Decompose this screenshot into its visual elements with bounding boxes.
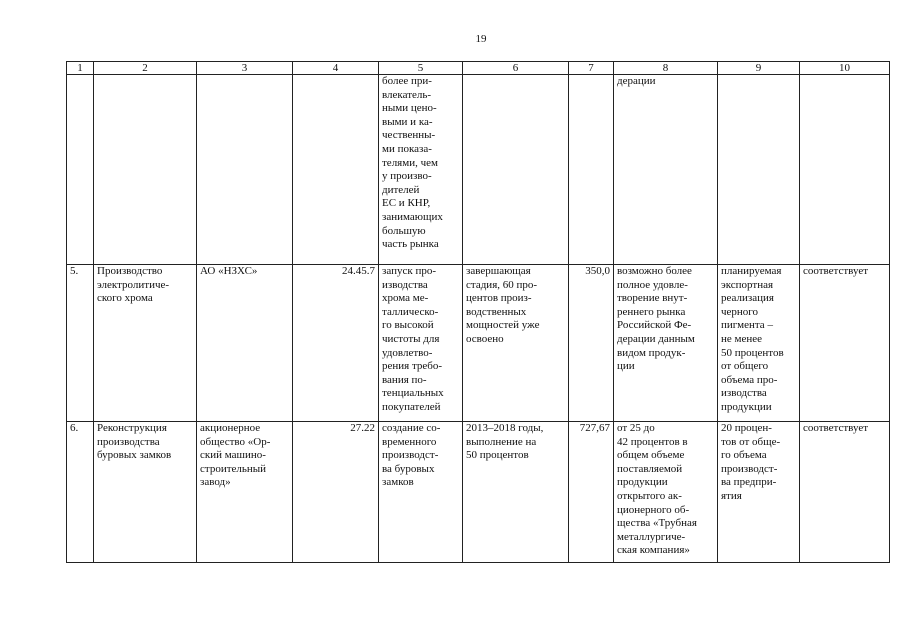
organization-cell	[197, 75, 293, 265]
project-name-cell: Реконструкция производства буровых замков	[94, 422, 197, 563]
table-row	[67, 75, 890, 265]
row-number-cell: 6.	[67, 422, 94, 563]
compliance-cell	[800, 75, 890, 265]
col-header: 4	[293, 62, 379, 75]
column-number-header	[67, 62, 890, 75]
export-cell: 20 процен- тов от обще- го объема производст- ва предпри- ятия	[718, 422, 800, 563]
stage-cell	[463, 75, 569, 265]
project-name-cell	[94, 75, 197, 265]
okved-code-cell: 24.45.7	[293, 265, 379, 422]
data-table	[66, 61, 890, 563]
effect-cell: от 25 до 42 процентов в общем объеме поставляемой продукции открытого ак- ционерного об- щества «Трубная металлургиче- ская компания»	[614, 422, 718, 563]
amount-cell: 350,0	[569, 265, 614, 422]
table-row	[67, 422, 890, 563]
organization-cell: акционерное общество «Ор- ский машино- строительный завод»	[197, 422, 293, 563]
goal-cell: создание со- временного производст- ва буровых замков	[379, 422, 463, 563]
col-header: 1	[67, 62, 94, 75]
col-header: 9	[718, 62, 800, 75]
row-number-cell: 5.	[67, 265, 94, 422]
col-header: 7	[569, 62, 614, 75]
organization-cell: АО «НЗХС»	[197, 265, 293, 422]
col-header: 8	[614, 62, 718, 75]
table-row	[67, 265, 890, 422]
col-header: 6	[463, 62, 569, 75]
page-number: 19	[475, 33, 487, 45]
compliance-cell: соответствует	[800, 265, 890, 422]
col-header: 10	[800, 62, 890, 75]
effect-cell: возможно более полное удовле- творение внут- реннего рынка Российской Фе- дерации данным видом продук- ции	[614, 265, 718, 422]
amount-cell: 727,67	[569, 422, 614, 563]
goal-cell: запуск про- изводства хрома ме- таллическо- го высокой чистоты для удовлетво- рения требо- вания по- тенциальных покупателей	[379, 265, 463, 422]
col-header: 5	[379, 62, 463, 75]
stage-cell: завершающая стадия, 60 про- центов произ- водственных мощностей уже освоено	[463, 265, 569, 422]
goal-cell: более при- влекатель- ными цено- выми и ка- чественны- ми показа- телями, чем у произво- дителей ЕС и КНР, занимающих большую часть рынка	[379, 75, 463, 265]
okved-code-cell	[293, 75, 379, 265]
col-header: 3	[197, 62, 293, 75]
amount-cell	[569, 75, 614, 265]
compliance-cell: соответствует	[800, 422, 890, 563]
export-cell: планируемая экспортная реализация черного пигмента – не менее 50 процентов от общего объема про- изводства продукции	[718, 265, 800, 422]
okved-code-cell: 27.22	[293, 422, 379, 563]
col-header: 2	[94, 62, 197, 75]
export-cell	[718, 75, 800, 265]
row-number-cell	[67, 75, 94, 265]
effect-cell: дерации	[614, 75, 718, 265]
project-name-cell: Производство электролитиче- ского хрома	[94, 265, 197, 422]
stage-cell: 2013–2018 годы, выполнение на 50 процентов	[463, 422, 569, 563]
